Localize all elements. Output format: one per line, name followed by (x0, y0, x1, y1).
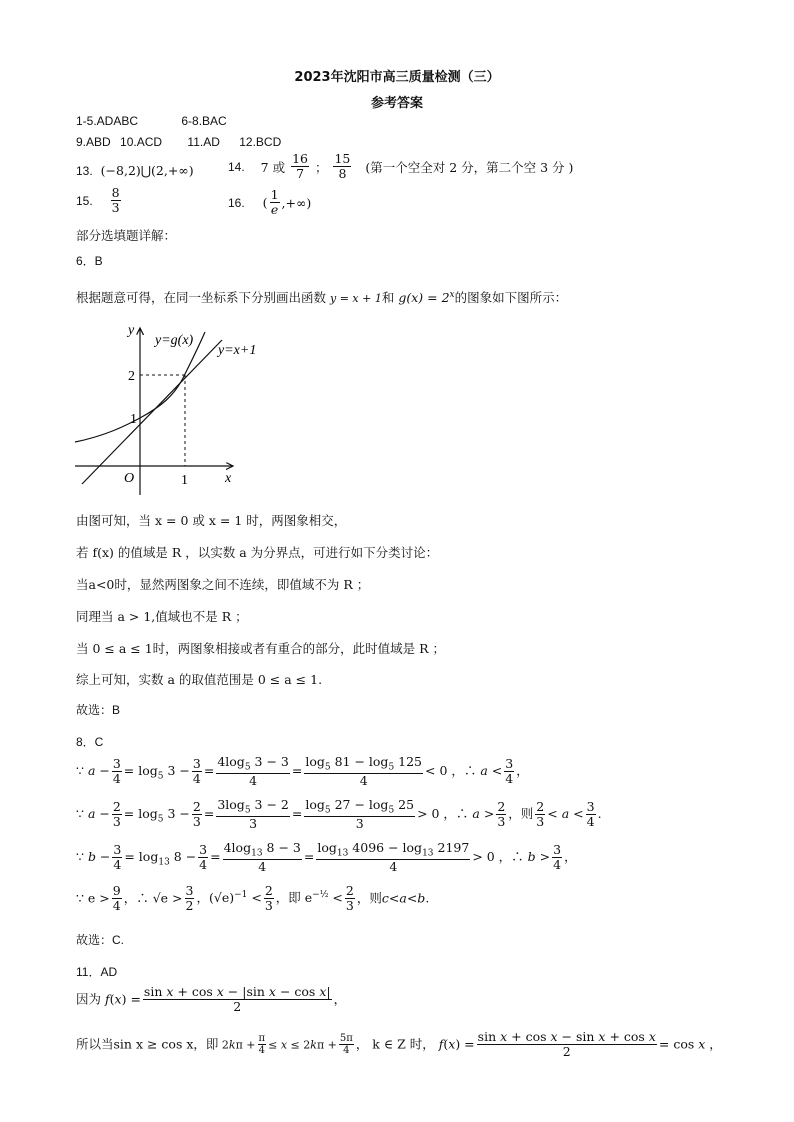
answer-13: 13. (−8,2)⋃(2,+∞) (76, 163, 194, 178)
label-origin: O (124, 471, 135, 486)
answer-14-fraction-2: $\frac{15}{8}$ (334, 151, 351, 182)
label-y: y (128, 323, 135, 338)
q6-line-2: 若 f(x) 的值域是 R ，以实数 a 为分界点，可进行如下分类讨论： (76, 545, 439, 560)
tick-y-2: 2 (128, 369, 135, 384)
answers-1-8 (76, 114, 227, 128)
q6-heading: 6．B (76, 254, 103, 268)
answer-14-fraction-1: $\frac{16}{7}$ (292, 151, 308, 182)
q6-line-6: 综上可知，实数 a 的取值范围是 0 ≤ a ≤ 1. (76, 672, 323, 687)
q8-formula-2: ∵ a − $\frac{2}{3}$ = $\log_5 3$ − $\frac{2}{3}$ = $\frac{3\log_5 3 - 2}{3}$ = $\frac{\log_5 27 - \log_5 25}{3}$ > 0 ，∴ a > $\frac{2}{3}$ ，则 $\frac{2}{3}$ < a < $\frac{3}{4}$ . (76, 797, 602, 831)
q6-line-1: 由图可知，当 x = 0 或 x = 1 时，两图象相交， (76, 513, 347, 528)
answer-16-fraction: $\frac{1}{e}$ (270, 187, 279, 218)
answer-14: 14. 7 或 $\frac{16}{7}$ ； $\frac{15}{8}$ (第一个空全对 2 分，第二个空 3 分 ) (228, 151, 574, 182)
q11-formula-1: 因为 f(x) = $\frac{\text{sin x + cos x − |sin x − cos x|}}{2}$ ， (76, 984, 347, 1015)
q11-heading: 11．AD (76, 965, 118, 979)
q6-intro: 根据题意可得，在同一坐标系下分别画出函数 y = x + 1和 $g(x) = 2^x$的图象如下图所示： (76, 289, 568, 305)
q6-conclusion: 故选：B (76, 703, 121, 717)
q6-line-3: 当a<0时，显然两图象之间不连续，即值域不为 R ； (76, 577, 370, 592)
q8-heading: 8．C (76, 735, 104, 749)
answer-12: 12.BCD (239, 135, 282, 149)
tick-x-1: 1 (181, 473, 188, 488)
label-line: y=x+1 (218, 343, 257, 358)
partial-explanation-heading: 部分选填题详解： (76, 228, 177, 243)
q8-formula-1: ∵ a − $\frac{3}{4}$ = $\log_5 3$ − $\frac{3}{4}$ = $\frac{4\log_5 3 - 3}{4}$ = $\frac{\log_5 81 - \log_5 125}{4}$ < 0 ，∴ a < $\frac{3}{4}$ ， (76, 754, 529, 788)
q6-line-4: 同理当 a > 1,值域也不是 R ； (76, 609, 248, 624)
answer-15-fraction: $\frac{8}{3}$ (111, 185, 120, 216)
label-x: x (225, 471, 232, 486)
answer-14-note: (第一个空全对 2 分，第二个空 3 分 ) (365, 159, 574, 175)
q6-function-graph (70, 318, 257, 498)
document-title: 2023年沈阳市高三质量检测（三） (294, 70, 500, 85)
answers-9-12 (76, 135, 281, 149)
answer-15: 15. $\frac{8}{3}$ (76, 185, 120, 216)
line-y-x-plus-1 (82, 340, 222, 484)
q8-formula-4: ∵ e > $\frac{9}{4}$ ，∴ √e > $\frac{3}{2}$ ，$(√e)^{-1}$ < $\frac{2}{3}$ ，即 $e^{-\frac{1}{2}}$ < $\frac{2}{3}$ ，则c<a<b. (76, 883, 430, 914)
answer-16: 16. ( $\frac{1}{e}$ ,+∞) (228, 187, 312, 218)
q6-line-5: 当 0 ≤ a ≤ 1时，两图象相接或者有重合的部分，此时值域是 R ； (76, 641, 446, 656)
q11-formula-2: 所以当sin x ≥ cos x，即 2kπ + $\frac{\pi}{4}$ ≤ x ≤ 2kπ + $\frac{5\pi}{4}$ ， k ∈ Z 时， f(x) = $\frac{\text{sin x + cos x − sin x + cos x}}{2}$ = cos x ， (76, 1029, 722, 1060)
answer-1-5: 1-5.ADABC (76, 114, 139, 128)
q8-conclusion: 故选：C. (76, 933, 125, 947)
answer-11: 11.AD (187, 135, 220, 149)
answer-13-value: (−8,2)⋃(2,+∞) (100, 163, 194, 178)
tick-y-1: 1 (130, 412, 137, 427)
answer-9: 9.ABD (76, 135, 111, 149)
label-g-x: y=g(x) (155, 333, 194, 348)
answer-6-8: 6-8.BAC (181, 114, 227, 128)
document-subtitle: 参考答案 (370, 96, 423, 111)
answer-10: 10.ACD (120, 135, 163, 149)
q8-formula-3: ∵ b − $\frac{3}{4}$ = $\log_{13} 8$ − $\frac{3}{4}$ = $\frac{4\log_{13} 8 - 3}{4}$ = $\frac{\log_{13} 4096 - \log_{13} 2197}{4}$ > 0 ，∴ b > $\frac{3}{4}$ ， (76, 840, 577, 874)
